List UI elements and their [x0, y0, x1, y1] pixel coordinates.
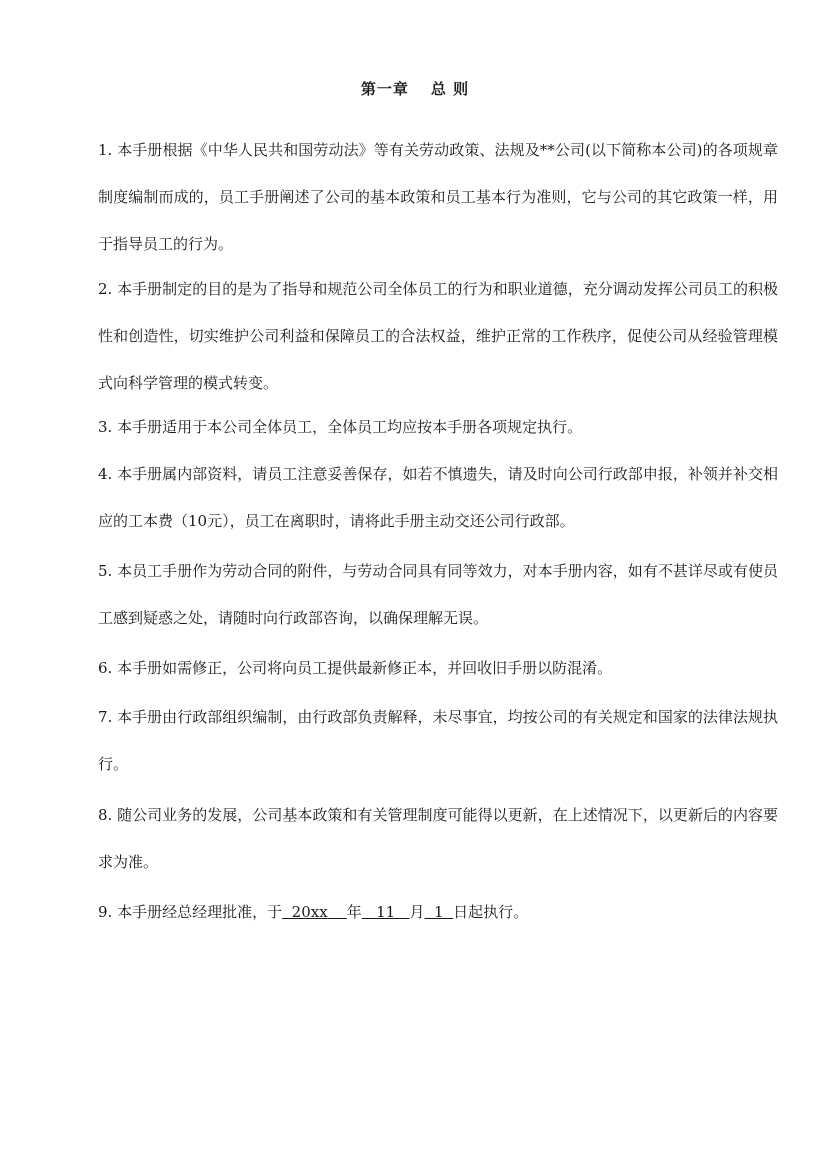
chapter-name: 总 则 — [430, 80, 470, 98]
clause-text: 本手册适用于本公司全体员工，全体员工均应按本手册各项规定执行。 — [117, 418, 583, 436]
year-value: 20xx — [291, 903, 328, 921]
clause-suffix: 日起执行。 — [453, 903, 529, 921]
clause-prefix: 本手册经总经理批准，于 — [117, 903, 283, 921]
clause-number: 7. — [98, 708, 113, 726]
clause-number: 6. — [98, 659, 113, 677]
clause-text: 本手册根据《中华人民共和国劳动法》等有关劳动政策、法规及**公司(以下简称本公司)的各项规章制度编制而成的，员工手册阐述了公司的基本政策和员工基本行为准则，它与公司的其它政策一样，用于指导员工的行为。 — [98, 141, 778, 253]
month-blank — [362, 903, 410, 921]
clause-1 — [98, 127, 778, 268]
clause-3 — [98, 404, 778, 451]
clause-text: 本手册属内部资料，请员工注意妥善保存，如若不慎遗失，请及时向公司行政部申报，补领并补交相应的工本费（10元），员工在离职时，请将此手册主动交还公司行政部。 — [98, 465, 778, 530]
month-unit: 月 — [409, 903, 425, 921]
clause-number: 3. — [98, 418, 113, 436]
clause-text: 本手册如需修正，公司将向员工提供最新修正本，并回收旧手册以防混淆。 — [117, 659, 613, 677]
clause-4 — [98, 451, 778, 545]
clause-number: 8. — [98, 806, 113, 824]
clause-2 — [98, 266, 778, 407]
clause-number: 2. — [98, 280, 113, 298]
clause-text: 本员工手册作为劳动合同的附件，与劳动合同具有同等效力，对本手册内容，如有不甚详尽或有使员工感到疑惑之处，请随时向行政部咨询，以确保理解无误。 — [98, 562, 778, 627]
clause-number: 4. — [98, 465, 113, 483]
clause-number: 5. — [98, 562, 113, 580]
day-value: 1 — [434, 903, 444, 921]
clause-text: 随公司业务的发展，公司基本政策和有关管理制度可能得以更新，在上述情况下，以更新后的内容要求为准。 — [98, 806, 778, 871]
year-blank — [282, 903, 347, 921]
chapter-number: 第一章 — [360, 80, 409, 98]
clause-number: 1. — [98, 141, 113, 159]
clause-text: 本手册制定的目的是为了指导和规范公司全体员工的行为和职业道德，充分调动发挥公司员工的积极性和创造性，切实维护公司利益和保障员工的合法权益，维护正常的工作秩序，促使公司从经验管理模式向科学管理的模式转变。 — [98, 280, 778, 392]
clause-text: 本手册由行政部组织编制，由行政部负责解释，未尽事宜，均按公司的有关规定和国家的法律法规执行。 — [98, 708, 778, 773]
clause-5 — [98, 548, 778, 642]
chapter-title — [0, 78, 830, 99]
clause-7 — [98, 694, 778, 788]
day-blank — [425, 903, 454, 921]
clause-8 — [98, 792, 778, 886]
clause-9 — [98, 889, 778, 936]
clause-6 — [98, 645, 778, 692]
clause-number: 9. — [98, 903, 113, 921]
year-unit: 年 — [346, 903, 362, 921]
month-value: 11 — [376, 903, 396, 921]
